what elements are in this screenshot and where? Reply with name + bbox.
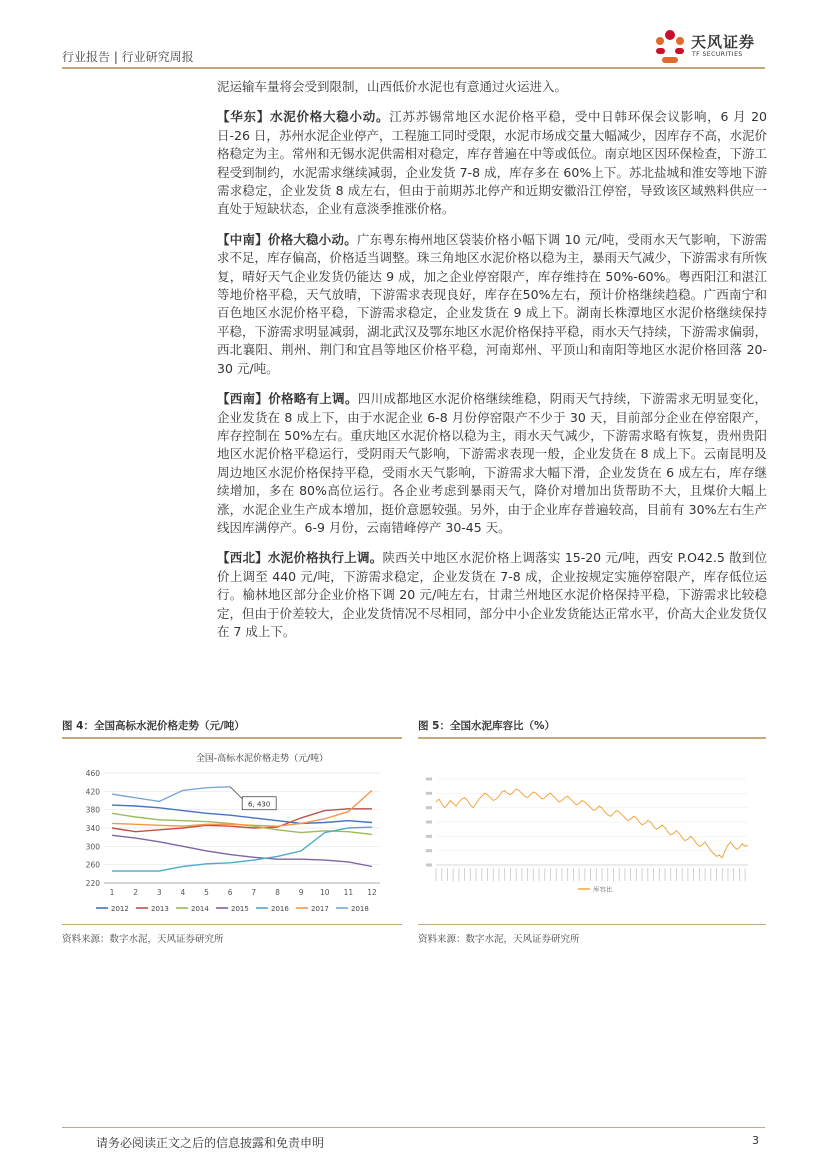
footer-disclaimer: 请务必阅读正文之后的信息披露和免责申明 xyxy=(96,1136,325,1150)
paragraph-intro xyxy=(217,78,767,96)
series-line-inventory xyxy=(436,789,748,858)
logo-subtitle: TF SECURITIES xyxy=(692,51,743,58)
x-tick-label: 1 xyxy=(109,888,115,897)
x-tick-label: 10 xyxy=(319,888,330,897)
figure-5-source: 资料来源：数字水泥，天风证券研究所 xyxy=(418,934,580,945)
figure-4-caption: 图 4：全国高标水泥价格走势（元/吨） xyxy=(62,720,245,732)
legend-label: 2013 xyxy=(151,905,169,913)
y-tick-label: 260 xyxy=(85,860,100,870)
figure-4-source: 资料来源：数字水泥，天风证券研究所 xyxy=(62,934,224,945)
figure-5-bottom-rule xyxy=(418,924,766,925)
x-tick-label: 3 xyxy=(156,888,162,897)
legend-label: 2018 xyxy=(351,905,369,913)
footer-divider xyxy=(62,1127,765,1128)
legend-label: 2017 xyxy=(311,905,329,913)
figure-5-rule xyxy=(418,737,766,739)
paragraph-east-china xyxy=(217,108,767,218)
paragraph-southwest xyxy=(217,390,767,537)
price-trend-chart xyxy=(62,743,402,923)
paragraph-text: 广东粤东梅州地区袋装价格小幅下调 10 元/吨，受雨水天气影响，下游需求不足，库存偏高，价格适当调整。珠三角地区水泥价格以稳为主，暴雨天气减少，下游需求有所恢复，晴好天气企业发货仍能达 9 成，加之企业停窑限产，库存维持在 50%-60%。粤西阳江和湛江等地价格平稳，天气放晴，下游需求表现良好，库存在50%左右，预计价格继续趋稳。广西南宁和百色地区水泥价格平稳，下游需求稳定，企业发货在 9 成上下。湖南长株潭地区水泥价格继续保持平稳，下游需求明显减弱，湖北武汉及鄂东地区水泥价格保持平稳，雨水天气持续，下游需求偏弱，西北襄阳、荆州、荆门和宜昌等地区价格平稳，河南郑州、平顶山和南阳等地区水泥价格回落 20-30 元/吨。 xyxy=(217,231,768,376)
y-tick-mark xyxy=(426,778,432,781)
paragraph-lead: 【中南】价格大稳小动。 xyxy=(217,231,357,247)
figure-4-bottom-rule xyxy=(62,924,402,925)
paragraph-text: 江苏苏锡常地区水泥价格平稳，受中日韩环保会议影响，6 月 20 日-26 日，苏州水泥企业停产，工程施工同时受限，水泥市场成交量大幅减少，因库存不高，水泥价格稳定为主。常州和无锡水泥供需相对稳定，库存普遍在中等或低位。南京地区因环保检查，下游工程受到制约，水泥需求继续减弱，企业发货 7-8 成，库存多在 60%上下。苏北盐城和淮安等地下游需求稳定，企业发货 8 成左右，但由于前期苏北停产和近期安徽沿江停窑，导致该区域熟料供应一直处于短缺状态，企业有意淡季推涨价格。 xyxy=(217,109,768,217)
y-tick-mark xyxy=(426,792,432,795)
legend-label: 2016 xyxy=(271,905,289,913)
paragraph-lead: 【西北】水泥价格执行上调。 xyxy=(217,550,383,566)
paragraph-text: 陕西关中地区水泥价格上调落实 15-20 元/吨，西安 P.O42.5 散到位价上调至 440 元/吨，下游需求稳定，企业发货在 7-8 成，企业按规定实施停窑限产，库存低位运行。榆林地区部分企业价格下调 20 元/吨左右，甘肃兰州地区水泥价格保持平稳，下游需求比较稳定，但由于价差较大，企业发货情况不尽相同，部分中小企业发货能达正常水平，价高大企业发货仅在 7 成上下。 xyxy=(217,550,768,639)
figure-5 xyxy=(418,718,766,923)
x-tick-label: 11 xyxy=(343,888,354,897)
y-tick-label: 300 xyxy=(85,842,100,852)
paragraph-central-south xyxy=(217,231,767,378)
logo-name: 天风证券 xyxy=(691,33,756,51)
report-body xyxy=(217,78,767,653)
y-tick-mark xyxy=(426,835,432,838)
x-tick-label: 2 xyxy=(133,888,139,897)
series-line-2018 xyxy=(112,787,230,802)
paragraph-text: 四川成都地区水泥价格继续维稳，阴雨天气持续，下游需求无明显变化，企业发货在 8 成上下，由于水泥企业 6-8 月份停窑限产不少于 30 天，目前部分企业在停窑限产，库存控制在 50%左右。重庆地区水泥价格以稳为主，雨水天气减少，下游需求略有恢复，贵州贵阳地区水泥价格平稳运行，受阴雨天气影响，下游需求表现一般，企业发货在 8 成上下。云南昆明及周边地区水泥价格保持平稳，受雨水天气影响，下游需求大幅下滑，企业发货在 6 成左右，库存继续增加，多在 80%高位运行。各企业考虑到暴雨天气，降价对增加出货帮助不大，且煤价大幅上涨，水泥企业生产成本增加，挺价意愿较强。另外，由于企业库存普遍较高，目前有 30%左右生产线因库满停产。6-9 月份，云南错峰停产 30-45 天。 xyxy=(217,391,767,535)
y-tick-label: 340 xyxy=(85,824,100,833)
legend-label: 库容比 xyxy=(593,885,613,894)
annotation-label: 6, 430 xyxy=(248,800,271,809)
figure-4 xyxy=(62,718,402,923)
x-tick-label: 12 xyxy=(367,888,377,897)
legend-label: 2014 xyxy=(191,905,209,913)
x-tick-label: 7 xyxy=(251,888,257,897)
y-tick-mark xyxy=(426,864,432,867)
legend-label: 2012 xyxy=(111,905,129,913)
x-tick-label: 8 xyxy=(275,888,280,897)
y-tick-label: 460 xyxy=(85,769,100,778)
y-tick-label: 420 xyxy=(85,787,100,797)
chart-title: 全国-高标水泥价格走势（元/吨） xyxy=(195,754,329,764)
legend-label: 2015 xyxy=(231,905,249,913)
figure-4-rule xyxy=(62,737,402,739)
header-breadcrumb: 行业报告 | 行业研究周报 xyxy=(62,50,194,64)
y-tick-mark xyxy=(426,849,432,852)
x-tick-label: 6 xyxy=(227,888,233,897)
y-tick-label: 380 xyxy=(85,805,100,815)
page-number: 3 xyxy=(752,1134,759,1147)
paragraph-lead: 【西南】价格略有上调。 xyxy=(217,391,358,407)
logo-mark-icon xyxy=(652,28,688,68)
x-tick-label: 5 xyxy=(204,888,209,897)
y-tick-mark xyxy=(426,821,432,824)
figure-5-caption: 图 5：全国水泥库容比（%） xyxy=(418,720,555,732)
inventory-ratio-chart xyxy=(418,743,766,923)
x-tick-label: 9 xyxy=(298,888,304,897)
paragraph-northwest xyxy=(217,549,767,641)
y-tick-label: 220 xyxy=(85,879,100,888)
paragraph-lead: 【华东】水泥价格大稳小动。 xyxy=(217,109,390,125)
x-tick-label: 4 xyxy=(180,888,186,897)
paragraph-text: 泥运输车量将会受到限制，山西低价水泥也有意通过火运进入。 xyxy=(217,79,568,94)
company-logo xyxy=(652,28,782,68)
y-tick-mark xyxy=(426,806,432,809)
